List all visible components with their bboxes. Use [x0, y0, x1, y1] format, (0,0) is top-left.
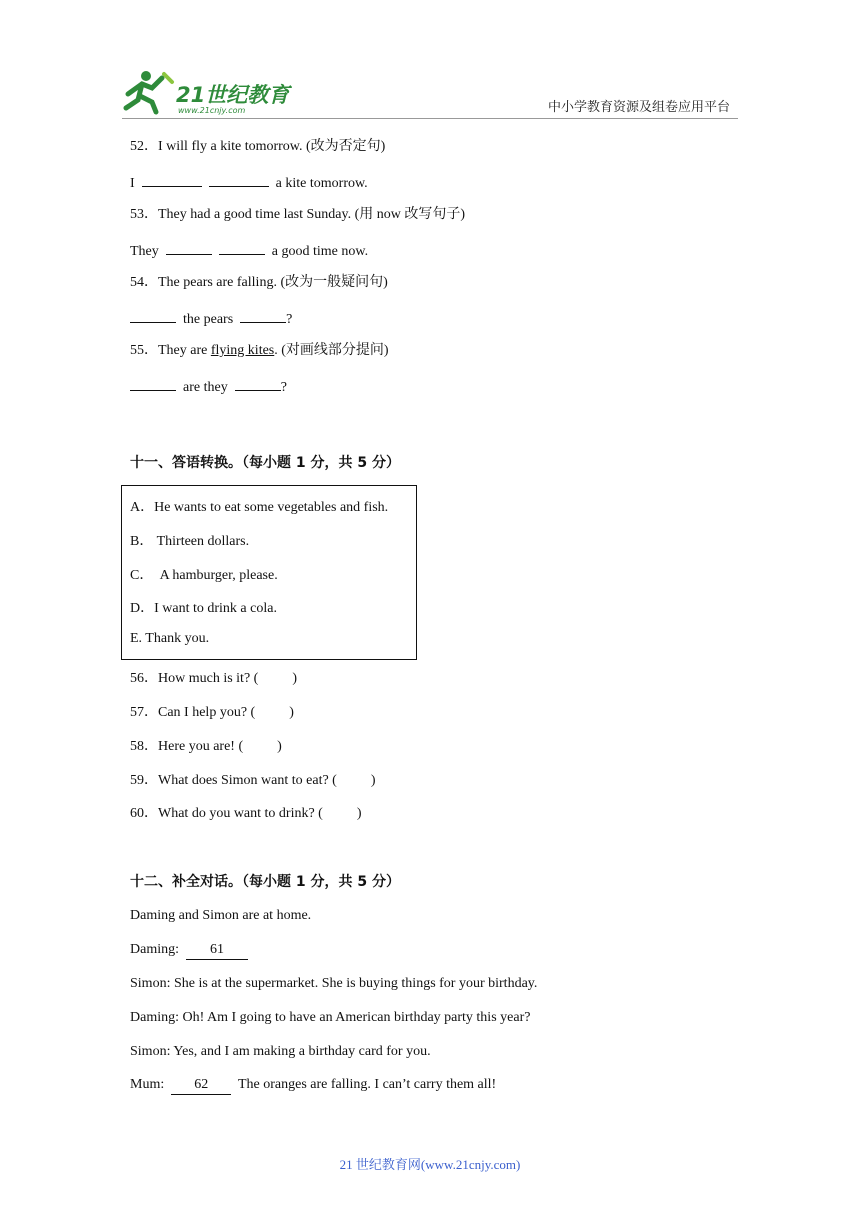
answer-blank[interactable] — [130, 308, 176, 323]
section-12-heading: 十二、补全对话。（每小题 1 分，共 5 分） — [130, 874, 400, 890]
dialogue-intro: Daming and Simon are at home. — [130, 908, 312, 923]
answer-blank[interactable] — [235, 376, 281, 391]
answer-blank[interactable] — [209, 172, 269, 187]
dialogue-line-5: Mum: 62 The oranges are falling. I can’t carry them all! — [130, 1076, 496, 1095]
answer-blank[interactable] — [219, 240, 265, 255]
section-11-heading: 十一、答语转换。（每小题 1 分，共 5 分） — [130, 455, 400, 471]
option-e: E. Thank you. — [130, 631, 210, 646]
question-57: 57．Can I help you? ( ) — [130, 705, 294, 720]
question-number: 53． — [130, 207, 158, 222]
answer-blank[interactable] — [142, 172, 202, 187]
answer-blank-62[interactable]: 62 — [171, 1076, 231, 1095]
question-text: I will fly a kite tomorrow. (改为否定句) — [158, 139, 386, 154]
page-footer: 21 世纪教育网(www.21cnjy.com) — [339, 1157, 521, 1172]
dialogue-line-3: Daming: Oh! Am I going to have an American birthday party this year? — [130, 1010, 531, 1025]
answer-52: I a kite tomorrow. — [130, 172, 368, 193]
question-54 — [130, 274, 388, 292]
question-text: The pears are falling. (改为一般疑问句) — [158, 275, 388, 290]
runner-icon — [126, 71, 172, 112]
option-c: C． A hamburger, please. — [130, 568, 278, 583]
question-55: 55．They are flying kites. (对画线部分提问) — [130, 343, 389, 358]
question-number: 54． — [130, 275, 158, 290]
dialogue-line-4: Simon: Yes, and I am making a birthday card for you. — [130, 1044, 431, 1059]
answer-blank[interactable] — [166, 240, 212, 255]
question-number: 55． — [130, 343, 158, 358]
answer-blank-61[interactable]: 61 — [186, 941, 248, 960]
option-a: A．He wants to eat some vegetables and fish. — [130, 500, 389, 515]
question-60: 60．What do you want to drink? ( ) — [130, 806, 362, 821]
header-divider — [122, 118, 738, 119]
answer-54: the pears ? — [130, 308, 292, 329]
question-59: 59．What does Simon want to eat? ( ) — [130, 773, 376, 788]
logo-21cnjy — [122, 68, 292, 116]
option-b: B． Thirteen dollars. — [130, 534, 250, 549]
option-d: D．I want to drink a cola. — [130, 601, 277, 616]
logo-text: 21世纪教育 — [176, 83, 290, 107]
question-number: 52． — [130, 139, 158, 154]
dialogue-line-2: Simon: She is at the supermarket. She is buying things for your birthday. — [130, 976, 538, 991]
logo-url: www.21cnjy.com — [178, 106, 246, 115]
underlined-phrase: flying kites — [210, 343, 275, 358]
answer-55: are they ? — [130, 376, 287, 397]
question-53 — [130, 206, 465, 224]
platform-title: 中小学教育资源及组卷应用平台 — [547, 99, 730, 114]
question-58: 58．Here you are! ( ) — [130, 739, 282, 754]
dialogue-line-1: Daming: 61 — [130, 941, 248, 960]
question-56: 56．How much is it? ( ) — [130, 671, 297, 686]
answer-blank[interactable] — [130, 376, 176, 391]
answer-53: They a good time now. — [130, 240, 368, 261]
answer-blank[interactable] — [240, 308, 286, 323]
question-text: They had a good time last Sunday. (用 now 改写句子) — [158, 207, 466, 222]
question-52 — [130, 138, 385, 156]
options-box — [121, 485, 417, 660]
page-header — [0, 0, 860, 126]
